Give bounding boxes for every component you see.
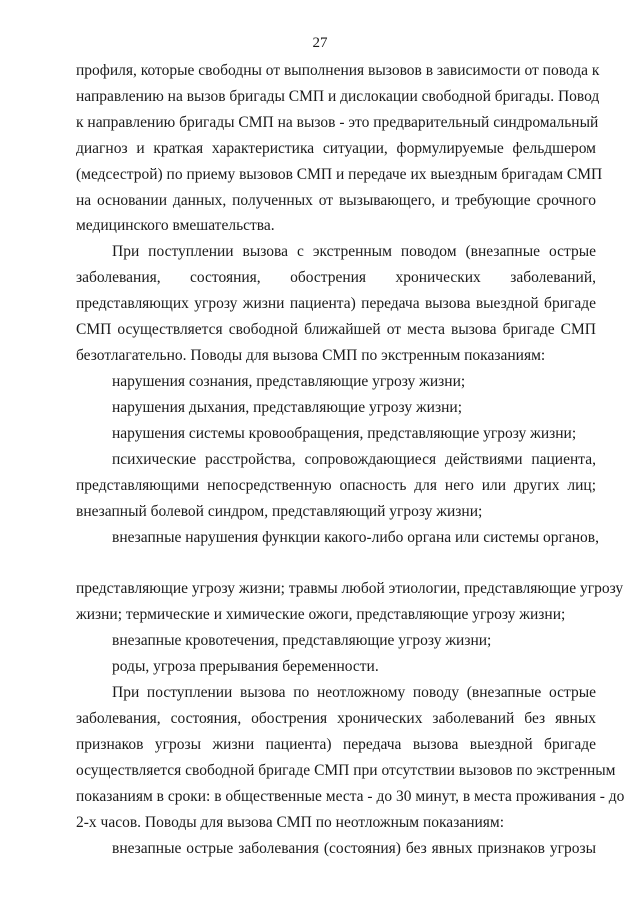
text-line: представляющими непосредственную опасность для него или других лиц; (76, 477, 596, 494)
text-line: к направлению бригады СМП на вызов - это предварительный синдромальный (76, 114, 599, 131)
text-line: При поступлении вызова с экстренным поводом (внезапные острые (112, 243, 596, 260)
text-line: (медсестрой) по приему вызовов СМП и передаче их выездным бригадам СМП (76, 166, 603, 183)
text-line: на основании данных, полученных от вызывающего, и требующие срочного (76, 192, 596, 209)
text-line: представляющих угрозу жизни пациента) передача вызова выездной бригаде (76, 295, 596, 312)
text-line: нарушения сознания, представляющие угрозу жизни; (112, 373, 466, 390)
text-line: СМП осуществляется свободной ближайшей от места вызова бригаде СМП (76, 321, 596, 338)
text-line: безотлагательно. Поводы для вызова СМП по экстренным показаниям: (76, 347, 546, 364)
text-line: внезапный болевой синдром, представляющий угрозу жизни; (76, 503, 483, 520)
text-line: направлению на вызов бригады СМП и дислокации свободной бригады. Повод (76, 88, 600, 105)
text-line: жизни; термические и химические ожоги, представляющие угрозу жизни; (76, 606, 566, 623)
text-line: заболевания, состояния, обострения хронических заболеваний без явных (76, 710, 596, 727)
text-line: осуществляется свободной бригаде СМП при отсутствии вызовов по экстренным (76, 762, 616, 779)
text-line: показаниям в сроки: в общественные места - до 30 минут, в места проживания - до (76, 788, 625, 805)
text-line: медицинского вмешательства. (76, 217, 275, 234)
text-line: признаков угрозы жизни пациента) передача вызова выездной бригаде (76, 736, 596, 753)
page-number: 27 (312, 35, 328, 51)
text-line: внезапные острые заболевания (состояния) без явных признаков угрозы (112, 840, 596, 857)
text-line: психические расстройства, сопровождающиеся действиями пациента, (112, 451, 596, 468)
text-line: нарушения дыхания, представляющие угрозу жизни; (112, 399, 462, 416)
text-line: 2-х часов. Поводы для вызова СМП по неотложным показаниям: (76, 814, 505, 831)
text-line: роды, угроза прерывания беременности. (112, 658, 379, 675)
text-line: внезапные нарушения функции какого-либо органа или системы органов, (112, 529, 599, 546)
text-line: профиля, которые свободны от выполнения вызовов в зависимости от повода к (76, 62, 600, 79)
text-line: заболевания, состояния, обострения хронических заболеваний, (76, 269, 596, 286)
text-line: нарушения системы кровообращения, представляющие угрозу жизни; (112, 425, 577, 442)
text-line: При поступлении вызова по неотложному поводу (внезапные острые (112, 684, 596, 701)
text-line: представляющие угрозу жизни; травмы любой этиологии, представляющие угрозу (76, 580, 624, 597)
text-line: внезапные кровотечения, представляющие угрозу жизни; (112, 632, 492, 649)
text-line: диагноз и краткая характеристика ситуации, формулируемые фельдшером (76, 140, 596, 157)
